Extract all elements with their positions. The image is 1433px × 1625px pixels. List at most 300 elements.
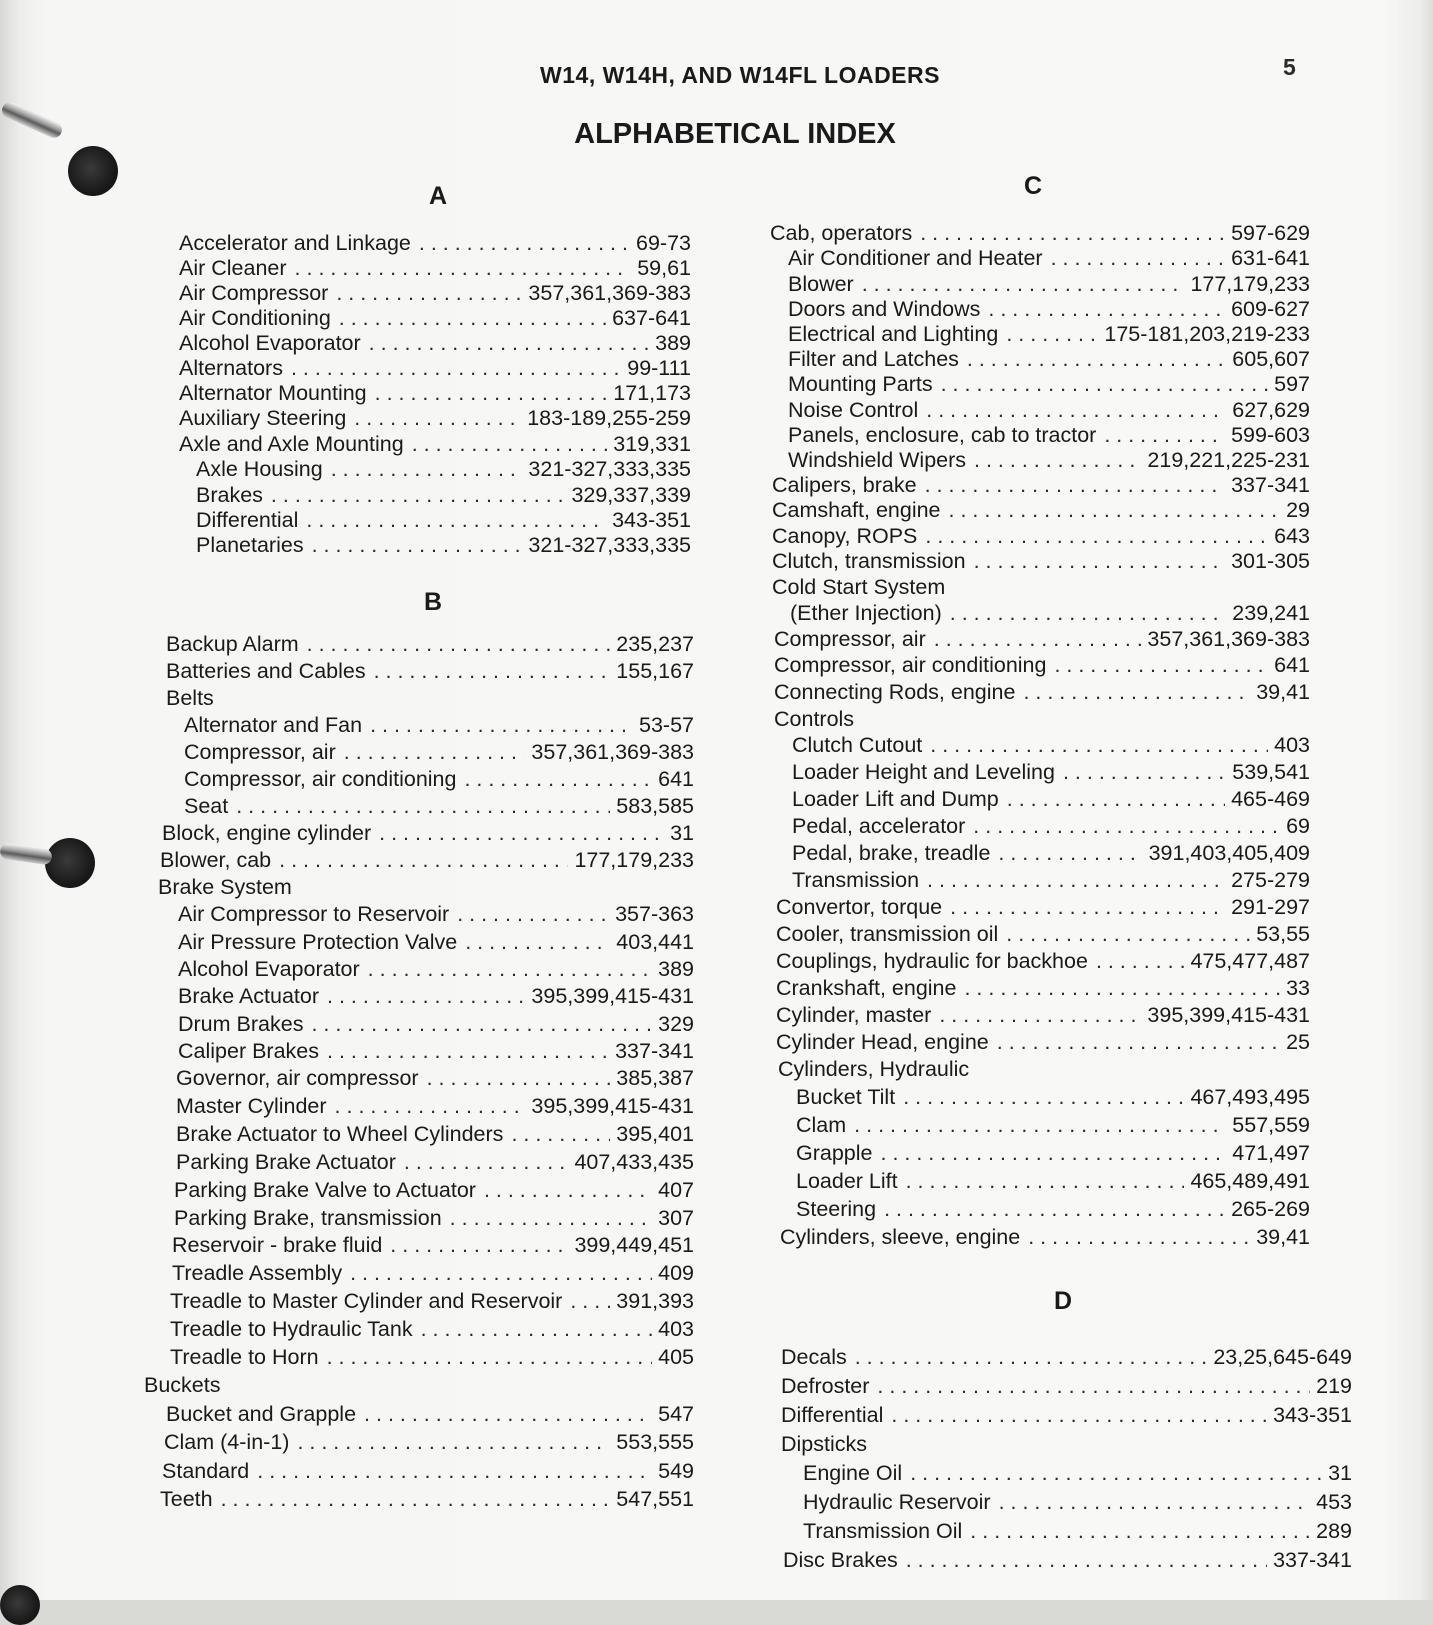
dot-leader (903, 1083, 1184, 1111)
entry-label: Alternator and Fan (184, 713, 363, 737)
entry-pages: 31 (670, 821, 694, 845)
index-entry (196, 455, 691, 483)
dot-leader (350, 1259, 652, 1287)
dot-leader (1006, 920, 1250, 948)
entry-label: Bucket and Grapple (166, 1402, 357, 1426)
entry-label: Air Conditioner and Heater (788, 246, 1043, 270)
index-entry (796, 1083, 1310, 1111)
dot-leader (369, 329, 649, 357)
index-entry (179, 229, 691, 257)
index-entry (176, 1120, 694, 1148)
entry-label: Pedal, accelerator (792, 814, 966, 838)
entry-pages: 597 (1274, 372, 1310, 396)
dot-leader (257, 1457, 652, 1485)
entry-label: Compressor, air conditioning (184, 767, 457, 791)
entry-label: Dipsticks (781, 1432, 868, 1456)
entry-label: Windshield Wipers (788, 448, 967, 472)
dot-leader (327, 1037, 609, 1065)
entry-label: Hydraulic Reservoir (803, 1490, 991, 1514)
entry-label: Air Cleaner (179, 256, 287, 280)
index-entry (788, 244, 1310, 272)
entry-pages: 171,173 (613, 381, 691, 405)
entry-pages: 407 (658, 1178, 694, 1202)
index-entry (162, 1457, 694, 1485)
entry-label: Brake Actuator (178, 984, 320, 1008)
index-entry (184, 738, 694, 766)
entry-pages: 475,477,487 (1190, 949, 1310, 973)
entry-pages: 219 (1316, 1374, 1352, 1398)
entry-pages: 399,449,451 (574, 1233, 694, 1257)
index-entry (179, 430, 691, 458)
dot-leader (950, 599, 1227, 627)
entry-pages: 39,41 (1256, 1225, 1310, 1249)
dot-leader (884, 1195, 1225, 1223)
index-entry (792, 812, 1310, 840)
index-entry (158, 873, 694, 901)
index-entry (166, 1400, 694, 1428)
index-entry (796, 1195, 1310, 1223)
index-entry (179, 279, 691, 307)
entry-label: Filter and Latches (788, 347, 959, 371)
entry-pages: 405 (658, 1345, 694, 1369)
index-entry (178, 982, 694, 1010)
entry-pages: 357-363 (615, 902, 694, 926)
index-entry (792, 785, 1310, 813)
entry-label: Belts (166, 686, 214, 710)
dot-leader (291, 354, 621, 382)
index-entry (184, 711, 694, 739)
entry-label: Air Pressure Protection Valve (178, 930, 458, 954)
entry-pages: 53,55 (1256, 922, 1310, 946)
dot-leader (926, 396, 1226, 424)
binder-hole-bottom (0, 1585, 40, 1625)
entry-label: Block, engine cylinder (162, 821, 372, 845)
index-entry (788, 345, 1310, 373)
index-entry (179, 254, 691, 282)
dot-leader (939, 1001, 1141, 1029)
dot-leader (974, 446, 1141, 474)
entry-label: Pedal, brake, treadle (792, 841, 991, 865)
entry-pages: 343-351 (612, 508, 691, 532)
entry-pages: 391,393 (616, 1289, 694, 1313)
entry-pages: 321-327,333,335 (528, 457, 691, 481)
entry-label: Air Conditioning (179, 306, 331, 330)
index-entry (178, 928, 694, 956)
dot-leader (465, 928, 610, 956)
index-entry (776, 974, 1310, 1002)
dot-leader (374, 657, 611, 685)
binder-ring-middle (0, 842, 53, 865)
dot-leader (307, 630, 611, 658)
index-entry (170, 1315, 694, 1343)
entry-label: Alternators (179, 356, 283, 380)
entry-pages: 597-629 (1231, 221, 1310, 245)
dot-leader (312, 531, 523, 559)
section-letter-c: C (1024, 172, 1043, 200)
entry-label: Calipers, brake (772, 473, 917, 497)
entry-pages: 557,559 (1232, 1113, 1310, 1137)
entry-label: Loader Lift and Dump (792, 787, 999, 811)
entry-label: Planetaries (196, 533, 304, 557)
entry-label: Alcohol Evaporator (179, 331, 361, 355)
entry-label: Teeth (160, 1487, 213, 1511)
index-entry (803, 1488, 1352, 1516)
entry-pages: 641 (1274, 653, 1310, 677)
entry-pages: 53-57 (639, 713, 694, 737)
entry-label: Brake System (158, 875, 292, 899)
entry-pages: 403,441 (616, 930, 694, 954)
index-entry (184, 792, 694, 820)
dot-leader (236, 792, 610, 820)
entry-label: Noise Control (788, 398, 919, 422)
dot-leader (934, 625, 1142, 653)
index-entry (781, 1343, 1352, 1371)
entry-pages: 235,237 (616, 632, 694, 656)
index-title: ALPHABETICAL INDEX (574, 118, 896, 150)
index-entry (790, 599, 1310, 627)
entry-pages: 583,585 (616, 794, 694, 818)
entry-pages: 275-279 (1231, 868, 1310, 892)
page-number: 5 (1283, 54, 1296, 80)
dot-leader (221, 1485, 611, 1513)
index-entry (796, 1139, 1310, 1167)
entry-label: Clutch, transmission (772, 549, 966, 573)
entry-pages: 29 (1286, 498, 1310, 522)
index-entry (776, 1001, 1310, 1029)
section-letter-d: D (1054, 1287, 1073, 1315)
entry-label: Treadle to Horn (170, 1345, 319, 1369)
entry-label: Transmission (792, 868, 920, 892)
index-entry (170, 1287, 694, 1315)
entry-label: Alternator Mounting (179, 381, 367, 405)
index-entry (164, 1428, 694, 1456)
entry-pages: 321-327,333,335 (528, 533, 691, 557)
entry-pages: 637-641 (612, 306, 691, 330)
index-entry (179, 379, 691, 407)
entry-label: Canopy, ROPS (772, 524, 918, 548)
index-entry (179, 329, 691, 357)
entry-label: Cylinders, sleeve, engine (780, 1225, 1021, 1249)
dot-leader (906, 1546, 1267, 1574)
entry-pages: 643 (1274, 524, 1310, 548)
index-entry (178, 955, 694, 983)
entry-label: Defroster (781, 1374, 870, 1398)
dot-leader (970, 1517, 1310, 1545)
entry-label: Camshaft, engine (772, 498, 941, 522)
entry-label: Controls (774, 707, 855, 731)
index-entry (792, 731, 1310, 759)
entry-label: Backup Alarm (166, 632, 299, 656)
entry-pages: 177,179,233 (1190, 272, 1310, 296)
entry-label: Differential (196, 508, 299, 532)
index-entry (178, 900, 694, 928)
entry-pages: 553,555 (616, 1430, 694, 1454)
entry-label: Panels, enclosure, cab to tractor (788, 423, 1097, 447)
dot-leader (484, 1176, 652, 1204)
index-entry (788, 396, 1310, 424)
entry-pages: 183-189,255-259 (527, 406, 691, 430)
dot-leader (950, 893, 1225, 921)
entry-label: Treadle to Master Cylinder and Reservoir (170, 1289, 563, 1313)
entry-label: Electrical and Lighting (788, 322, 999, 346)
entry-pages: 175-181,203,219-233 (1104, 322, 1310, 346)
index-entry (144, 1371, 694, 1399)
index-entry (778, 1055, 1310, 1083)
index-entry (174, 1176, 694, 1204)
dot-leader (306, 506, 606, 534)
dot-leader (311, 1010, 652, 1038)
dot-leader (375, 379, 608, 407)
entry-label: Brakes (196, 483, 263, 507)
entry-pages: 301-305 (1231, 549, 1310, 573)
dot-leader (427, 1064, 611, 1092)
dot-leader (1023, 678, 1250, 706)
entry-label: Clam (4-in-1) (164, 1430, 290, 1454)
dot-leader (327, 982, 525, 1010)
index-entry (172, 1259, 694, 1287)
dot-leader (419, 229, 630, 257)
index-entry (772, 471, 1310, 499)
entry-pages: 395,399,415-431 (531, 1094, 694, 1118)
dot-leader (570, 1287, 610, 1315)
dot-leader (910, 1459, 1322, 1487)
dot-leader (279, 846, 568, 874)
dot-leader (1104, 421, 1225, 449)
dot-leader (973, 812, 1280, 840)
entry-label: Doors and Windows (788, 297, 981, 321)
dot-leader (930, 731, 1268, 759)
entry-pages: 395,399,415-431 (531, 984, 694, 1008)
dot-leader (877, 1372, 1310, 1400)
dot-leader (941, 370, 1269, 398)
dot-leader (862, 270, 1185, 298)
index-entry (772, 573, 1310, 601)
index-entry (176, 1092, 694, 1120)
entry-label: Treadle to Hydraulic Tank (170, 1317, 413, 1341)
index-entry (178, 1010, 694, 1038)
entry-pages: 357,361,369-383 (531, 740, 694, 764)
entry-label: Convertor, torque (776, 895, 943, 919)
entry-label: Cab, operators (770, 221, 913, 245)
dot-leader (370, 711, 633, 739)
dot-leader (457, 900, 609, 928)
index-entry (160, 1485, 694, 1513)
entry-pages: 403 (658, 1317, 694, 1341)
index-entry (179, 354, 691, 382)
index-entry (803, 1459, 1352, 1487)
entry-pages: 343-351 (1273, 1403, 1352, 1427)
index-entry (774, 678, 1310, 706)
entry-pages: 357,361,369-383 (1147, 627, 1310, 651)
entry-label: Cylinders, Hydraulic (778, 1057, 970, 1081)
entry-label: (Ether Injection) (790, 601, 942, 625)
entry-pages: 631-641 (1231, 246, 1310, 270)
dot-leader (854, 1111, 1226, 1139)
dot-leader (949, 496, 1281, 524)
entry-label: Bucket Tilt (796, 1085, 896, 1109)
index-entry (179, 304, 691, 332)
entry-label: Brake Actuator to Wheel Cylinders (176, 1122, 504, 1146)
entry-label: Air Compressor to Reservoir (178, 902, 450, 926)
dot-leader (421, 1315, 653, 1343)
entry-label: Governor, air compressor (176, 1066, 419, 1090)
index-entry (774, 625, 1310, 653)
index-entry (783, 1546, 1352, 1574)
entry-label: Compressor, air conditioning (774, 653, 1047, 677)
dot-leader (336, 279, 522, 307)
entry-label: Compressor, air (184, 740, 336, 764)
entry-pages: 177,179,233 (574, 848, 694, 872)
index-entry (774, 651, 1310, 679)
index-entry (788, 421, 1310, 449)
dot-leader (379, 819, 664, 847)
index-entry (792, 839, 1310, 867)
entry-label: Couplings, hydraulic for backhoe (776, 949, 1088, 973)
dot-leader (511, 1120, 610, 1148)
dot-leader (1007, 785, 1225, 813)
entry-pages: 465-469 (1231, 787, 1310, 811)
entry-pages: 471,497 (1232, 1141, 1310, 1165)
dot-leader (344, 738, 526, 766)
entry-label: Drum Brakes (178, 1012, 304, 1036)
index-entry (792, 866, 1310, 894)
index-entry (196, 506, 691, 534)
entry-label: Blower, cab (160, 848, 272, 872)
entry-label: Seat (184, 794, 229, 818)
dot-leader (1028, 1223, 1250, 1251)
entry-label: Cylinder Head, engine (776, 1030, 989, 1054)
entry-label: Grapple (796, 1141, 873, 1165)
index-entry (788, 370, 1310, 398)
entry-label: Parking Brake Actuator (176, 1150, 396, 1174)
dot-leader (1054, 651, 1268, 679)
index-entry (170, 1343, 694, 1371)
index-entry (166, 657, 694, 685)
entry-pages: 291-297 (1231, 895, 1310, 919)
index-entry (796, 1167, 1310, 1195)
entry-pages: 547 (658, 1402, 694, 1426)
entry-pages: 627,629 (1232, 398, 1310, 422)
entry-pages: 403 (1274, 733, 1310, 757)
dot-leader (1051, 244, 1226, 272)
entry-label: Connecting Rods, engine (774, 680, 1016, 704)
dot-leader (1063, 758, 1226, 786)
dot-leader (997, 1028, 1280, 1056)
index-entry (772, 547, 1310, 575)
index-entry (166, 630, 694, 658)
dot-leader (974, 547, 1226, 575)
index-entry (772, 496, 1310, 524)
binder-hole-middle (45, 838, 95, 888)
dot-leader (412, 430, 608, 458)
entry-pages: 33 (1286, 976, 1310, 1000)
entry-label: Mounting Parts (788, 372, 933, 396)
dot-leader (327, 1343, 653, 1371)
entry-pages: 59,61 (637, 256, 691, 280)
index-entry (788, 270, 1310, 298)
entry-pages: 409 (658, 1261, 694, 1285)
index-entry (179, 404, 691, 432)
dot-leader (295, 254, 632, 282)
dot-leader (390, 1231, 568, 1259)
entry-pages: 337-341 (615, 1039, 694, 1063)
section-letter-a: A (429, 182, 448, 210)
entry-label: Loader Lift (796, 1169, 898, 1193)
entry-label: Alcohol Evaporator (178, 957, 360, 981)
index-entry (770, 219, 1310, 247)
dot-leader (891, 1401, 1267, 1429)
entry-pages: 599-603 (1231, 423, 1310, 447)
entry-label: Accelerator and Linkage (179, 231, 411, 255)
entry-pages: 465,489,491 (1190, 1169, 1310, 1193)
entry-label: Axle and Axle Mounting (179, 432, 404, 456)
entry-pages: 337-341 (1231, 473, 1310, 497)
entry-label: Caliper Brakes (178, 1039, 319, 1063)
dot-leader (1006, 320, 1098, 348)
dot-leader (297, 1428, 610, 1456)
binder-hole-top (68, 146, 118, 196)
entry-pages: 395,399,415-431 (1147, 1003, 1310, 1027)
entry-pages: 239,241 (1232, 601, 1310, 625)
index-entry (776, 947, 1310, 975)
entry-pages: 385,387 (616, 1066, 694, 1090)
entry-label: Compressor, air (774, 627, 926, 651)
entry-label: Cylinder, master (776, 1003, 932, 1027)
entry-pages: 547,551 (616, 1487, 694, 1511)
dot-leader (364, 1400, 652, 1428)
index-entry (184, 765, 694, 793)
index-entry (803, 1517, 1352, 1545)
dot-leader (967, 345, 1226, 373)
dot-leader (998, 839, 1142, 867)
entry-pages: 219,221,225-231 (1147, 448, 1310, 472)
entry-label: Steering (796, 1197, 877, 1221)
entry-label: Disc Brakes (783, 1548, 898, 1572)
index-entry (196, 481, 691, 509)
entry-label: Standard (162, 1459, 250, 1483)
index-entry (780, 1223, 1310, 1251)
entry-label: Crankshaft, engine (776, 976, 957, 1000)
index-entry (178, 1037, 694, 1065)
dot-leader (1096, 947, 1185, 975)
entry-label: Differential (781, 1403, 884, 1427)
index-entry (781, 1401, 1352, 1429)
dot-leader (339, 304, 606, 332)
entry-label: Auxiliary Steering (179, 406, 347, 430)
entry-label: Master Cylinder (176, 1094, 327, 1118)
entry-label: Blower (788, 272, 854, 296)
dot-leader (404, 1148, 569, 1176)
entry-pages: 39,41 (1256, 680, 1310, 704)
entry-pages: 329 (658, 1012, 694, 1036)
entry-label: Engine Oil (803, 1461, 903, 1485)
dot-leader (906, 1167, 1185, 1195)
index-entry (788, 446, 1310, 474)
entry-pages: 453 (1316, 1490, 1352, 1514)
section-letter-b: B (424, 588, 443, 616)
dot-leader (927, 866, 1225, 894)
index-entry (796, 1111, 1310, 1139)
entry-pages: 389 (658, 957, 694, 981)
dot-leader (988, 295, 1225, 323)
entry-label: Treadle Assembly (172, 1261, 343, 1285)
dot-leader (450, 1204, 652, 1232)
entry-pages: 391,403,405,409 (1148, 841, 1310, 865)
index-entry (781, 1430, 1352, 1458)
entry-pages: 407,433,435 (574, 1150, 694, 1174)
entry-pages: 395,401 (616, 1122, 694, 1146)
entry-pages: 319,331 (613, 432, 691, 456)
